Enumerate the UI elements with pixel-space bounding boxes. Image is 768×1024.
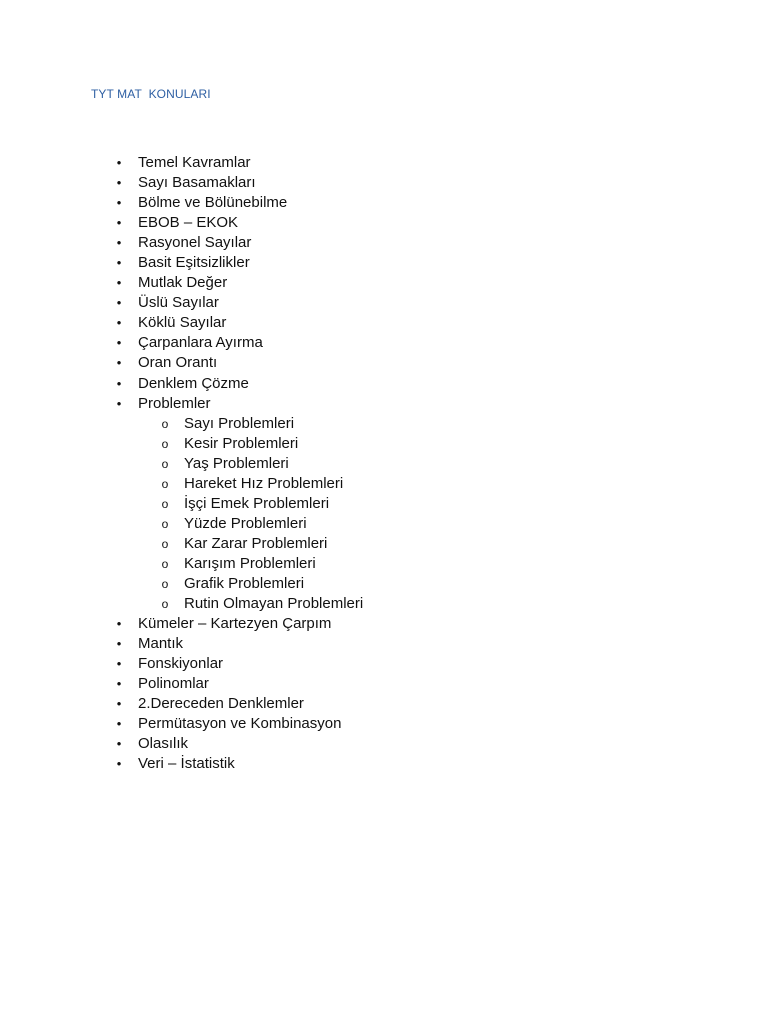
subtopic-label: Kar Zarar Problemleri — [184, 534, 328, 552]
subtopic-label: Yüzde Problemleri — [184, 514, 307, 532]
sub-list-item — [0, 434, 768, 454]
sub-bullet-icon: o — [161, 576, 169, 591]
topic-label: Köklü Sayılar — [138, 314, 227, 332]
subtopic-label: İşçi Emek Problemleri — [184, 494, 330, 512]
list-item — [0, 614, 768, 634]
list-item — [0, 173, 768, 193]
sub-bullet-icon: o — [161, 536, 169, 551]
sub-list-item — [0, 414, 768, 434]
sub-bullet-icon: o — [161, 476, 169, 491]
bullet-icon: • — [116, 255, 122, 271]
list-item — [0, 273, 768, 293]
topic-label: Polinomlar — [138, 675, 209, 693]
bullet-icon: • — [116, 335, 122, 351]
bullet-icon: • — [116, 736, 122, 752]
topic-label: Üslü Sayılar — [138, 294, 219, 312]
bullet-icon: • — [116, 215, 122, 231]
bullet-icon: • — [116, 275, 122, 291]
sub-bullet-icon: o — [161, 556, 169, 571]
bullet-icon: • — [116, 616, 122, 632]
topic-list — [0, 153, 768, 774]
list-item — [0, 694, 768, 714]
sub-list-item — [0, 494, 768, 514]
sub-bullet-icon: o — [161, 597, 169, 612]
subtopic-label: Grafik Problemleri — [184, 574, 305, 592]
bullet-icon: • — [116, 716, 122, 732]
topic-label: Veri – İstatistik — [138, 755, 235, 773]
sub-bullet-icon: o — [161, 516, 169, 531]
topic-label: Oran Orantı — [138, 354, 218, 372]
list-item — [0, 714, 768, 734]
topic-label: Olasılık — [138, 735, 189, 753]
topic-label: Temel Kavramlar — [138, 154, 251, 171]
bullet-icon: • — [116, 676, 122, 692]
list-item — [0, 654, 768, 674]
bullet-icon: • — [116, 696, 122, 712]
topic-label: EBOB – EKOK — [138, 214, 239, 232]
topic-label: Kümeler – Kartezyen Çarpım — [138, 615, 332, 633]
sub-bullet-icon: o — [161, 496, 169, 511]
list-item — [0, 353, 768, 373]
list-item — [0, 674, 768, 694]
subtopic-label: Hareket Hız Problemleri — [184, 474, 344, 492]
sub-list-item — [0, 454, 768, 474]
sub-list-item — [0, 514, 768, 534]
bullet-icon: • — [116, 756, 122, 772]
list-item — [0, 233, 768, 253]
bullet-icon: • — [116, 656, 122, 672]
list-item — [0, 734, 768, 754]
bullet-icon: • — [116, 395, 122, 411]
sub-list-item — [0, 554, 768, 574]
bullet-icon: • — [116, 295, 122, 311]
topic-label: Mutlak Değer — [138, 274, 228, 292]
bullet-icon: • — [116, 235, 122, 251]
list-item — [0, 754, 768, 774]
topic-label: Bölme ve Bölünebilme — [138, 194, 288, 212]
sub-bullet-icon: o — [161, 456, 169, 471]
list-item — [0, 293, 768, 313]
bullet-icon: • — [116, 355, 122, 371]
topic-label: 2.Dereceden Denklemler — [138, 695, 304, 713]
list-item — [0, 153, 768, 173]
bullet-icon: • — [116, 375, 122, 391]
subtopic-label: Karışım Problemleri — [184, 554, 316, 572]
topic-label: Fonskiyonlar — [138, 655, 224, 673]
subtopic-label: Kesir Problemleri — [184, 434, 299, 452]
list-item — [0, 394, 768, 414]
bullet-icon: • — [116, 195, 122, 211]
sub-list-item — [0, 534, 768, 554]
subtopic-label: Yaş Problemleri — [184, 454, 289, 472]
topic-label: Rasyonel Sayılar — [138, 234, 252, 252]
document-title: TYT MAT KONULARI — [91, 87, 211, 101]
bullet-icon: • — [116, 175, 122, 191]
topic-label: Basit Eşitsizlikler — [138, 254, 250, 272]
topic-label: Çarpanlara Ayırma — [138, 334, 263, 352]
list-item — [0, 253, 768, 273]
topic-label: Sayı Basamakları — [138, 174, 256, 192]
list-item — [0, 333, 768, 353]
list-item — [0, 193, 768, 213]
topic-label: Denklem Çözme — [138, 374, 249, 392]
bullet-icon: • — [116, 636, 122, 652]
sub-list-item — [0, 474, 768, 494]
bullet-icon: • — [116, 155, 122, 170]
sub-list-item — [0, 594, 768, 614]
sub-list-item — [0, 574, 768, 594]
list-item — [0, 374, 768, 394]
list-item — [0, 313, 768, 333]
topic-label: Mantık — [138, 635, 184, 653]
subtopic-label: Sayı Problemleri — [184, 414, 295, 432]
topic-label: Permütasyon ve Kombinasyon — [138, 715, 342, 733]
subtopic-label: Rutin Olmayan Problemleri — [184, 595, 364, 613]
topic-label: Problemler — [138, 394, 211, 412]
list-item — [0, 213, 768, 233]
sub-bullet-icon: o — [161, 436, 169, 451]
sub-bullet-icon: o — [161, 416, 169, 431]
bullet-icon: • — [116, 315, 122, 331]
list-item — [0, 634, 768, 654]
